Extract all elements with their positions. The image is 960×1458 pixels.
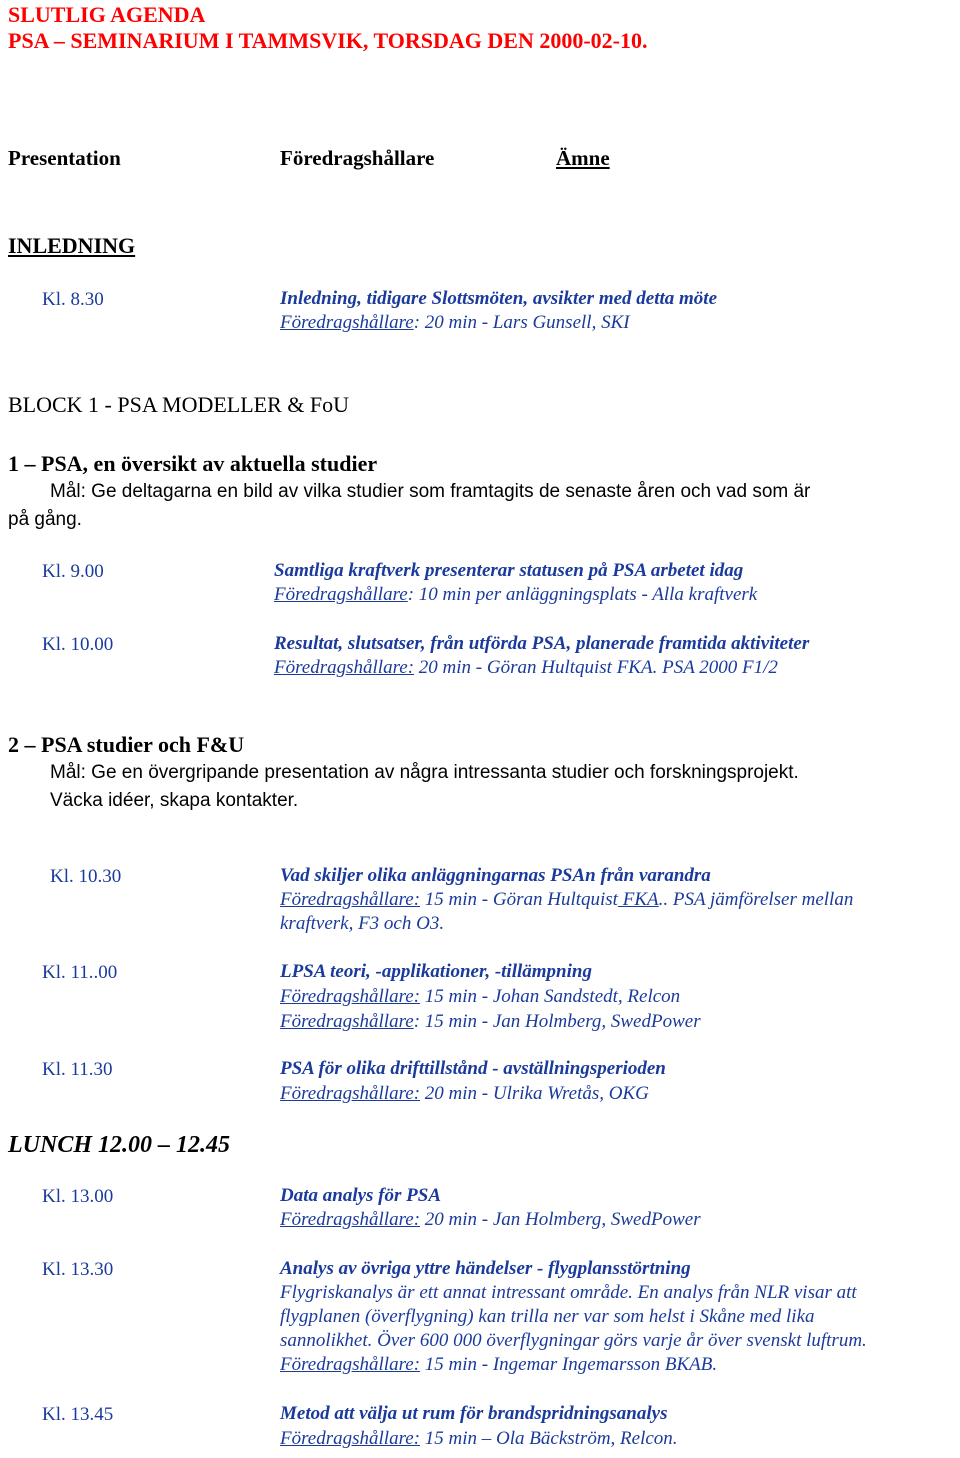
session-speaker	[280, 1010, 701, 1034]
session-speaker	[280, 1427, 678, 1451]
session-topic	[280, 1257, 691, 1281]
session-topic-text: Samtliga kraftverk presenterar statusen på PSA arbetet idag	[274, 560, 744, 581]
speaker-info: 15 min – Ola Bäckström, Relcon.	[420, 1428, 678, 1449]
session-time: Kl. 13.30	[42, 1259, 114, 1280]
speaker-label: Föredragshållare:	[280, 986, 421, 1007]
session-speaker	[280, 1353, 717, 1377]
session-speaker	[280, 1082, 649, 1106]
speaker-label: Föredragshållare:	[280, 889, 421, 910]
session-note: kraftverk, F3 och O3.	[280, 913, 445, 934]
session-topic	[280, 1184, 441, 1208]
agenda-subtitle: PSA – SEMINARIUM I TAMMSVIK, TORSDAG DEN 2000-02-10.	[8, 28, 648, 53]
section2-title: 2 – PSA studier och F&U	[8, 732, 245, 757]
speaker-info: 15 min - Ingemar Ingemarsson BKAB.	[420, 1354, 718, 1375]
session-topic	[280, 960, 592, 984]
session-time: Kl. 10.00	[42, 634, 114, 655]
session-topic-text: Vad skiljer olika anläggningarnas PSAn från varandra	[280, 865, 711, 886]
session-topic-text: PSA för olika drifttillstånd - avställningsperioden	[280, 1058, 666, 1079]
session-topic	[274, 559, 743, 583]
section1-title: 1 – PSA, en översikt av aktuella studier	[8, 451, 378, 476]
column-header-row	[8, 146, 618, 171]
section1-goal-line1: Mål: Ge deltagarna en bild av vilka studier som framtagits de senaste åren och vad som är	[50, 481, 811, 502]
speaker-label: Föredragshållare:	[280, 1354, 421, 1375]
speaker-label: Föredragshållare:	[280, 1428, 421, 1449]
speaker-label: Föredragshållare:	[274, 657, 415, 678]
session-topic	[280, 1057, 666, 1081]
intro-topic	[280, 287, 717, 311]
speaker-label: Föredragshållare:	[280, 1209, 421, 1230]
session-time: Kl. 13.45	[42, 1404, 114, 1425]
lunch-break: LUNCH 12.00 – 12.45	[8, 1132, 230, 1158]
session-speaker	[280, 888, 853, 912]
speaker-info: : 20 min - Lars Gunsell, SKI	[413, 312, 630, 333]
intro-time: Kl. 8.30	[42, 289, 104, 310]
session-topic-text: Data analys för PSA	[280, 1185, 441, 1206]
speaker-org: FKA	[617, 889, 659, 910]
intro-heading: INLEDNING	[8, 233, 136, 258]
session-topic	[274, 632, 809, 656]
session-time: Kl. 10.30	[50, 866, 122, 887]
session-topic-text: Resultat, slutsatser, från utförda PSA, planerade framtida aktiviteter	[274, 633, 810, 654]
session-topic-text: LPSA teori, -applikationer, -tillämpning	[280, 961, 592, 982]
session-time: Kl. 11..00	[42, 962, 118, 983]
speaker-info: 20 min - Jan Holmberg, SwedPower	[420, 1209, 701, 1230]
session-speaker	[274, 656, 778, 680]
block1-heading: BLOCK 1 - PSA MODELLER & FoU	[8, 392, 350, 417]
column-header-presentation: Presentation	[8, 146, 121, 170]
intro-topic-text: Inledning, tidigare Slottsmöten, avsikter med detta möte	[280, 288, 718, 309]
session-description: sannolikhet. Över 600 000 överflygningar görs varje år över svenskt luftrum.	[280, 1330, 867, 1351]
speaker-info: 20 min - Ulrika Wretås, OKG	[420, 1083, 649, 1104]
session-speaker	[280, 985, 680, 1009]
session-time: Kl. 11.30	[42, 1059, 113, 1080]
speaker-label: Föredragshållare:	[280, 1083, 421, 1104]
session-time: Kl. 9.00	[42, 561, 104, 582]
speaker-label: Föredragshållare	[274, 584, 408, 605]
speaker-info: 20 min - Göran Hultquist FKA. PSA 2000 F1/2	[414, 657, 778, 678]
session-description: flygplanen (överflygning) kan trilla ner var som helst i Skåne med lika	[280, 1306, 815, 1327]
session-topic-text: Analys av övriga yttre händelser - flygplansstörtning	[280, 1258, 691, 1279]
section2-goal-line1: Mål: Ge en övergripande presentation av några intressanta studier och forskningsprojekt.	[50, 762, 799, 783]
speaker-label: Föredragshållare	[280, 1011, 414, 1032]
session-speaker	[280, 1208, 701, 1232]
column-header-subject: Ämne	[556, 146, 610, 170]
speaker-info: : 15 min - Jan Holmberg, SwedPower	[413, 1011, 701, 1032]
session-topic	[280, 1402, 667, 1426]
session-topic	[280, 864, 711, 888]
speaker-info: : 10 min per anläggningsplats - Alla kraftverk	[407, 584, 758, 605]
section2-goal-line2: Väcka idéer, skapa kontakter.	[50, 790, 299, 811]
agenda-title: SLUTLIG AGENDA	[8, 2, 206, 27]
speaker-label: Föredragshållare	[280, 312, 414, 333]
intro-speaker	[280, 311, 630, 335]
speaker-note: .. PSA jämförelser mellan	[658, 889, 854, 910]
section1-goal-line2: på gång.	[8, 509, 82, 530]
speaker-info: 15 min - Göran Hultquist	[420, 889, 618, 910]
column-header-speaker: Föredragshållare	[280, 146, 435, 170]
session-description: Flygriskanalys är ett annat intressant område. En analys från NLR visar att	[280, 1282, 857, 1303]
session-speaker	[274, 583, 757, 607]
session-time: Kl. 13.00	[42, 1186, 114, 1207]
session-topic-text: Metod att välja ut rum för brandspridningsanalys	[280, 1403, 668, 1424]
speaker-info: 15 min - Johan Sandstedt, Relcon	[420, 986, 681, 1007]
